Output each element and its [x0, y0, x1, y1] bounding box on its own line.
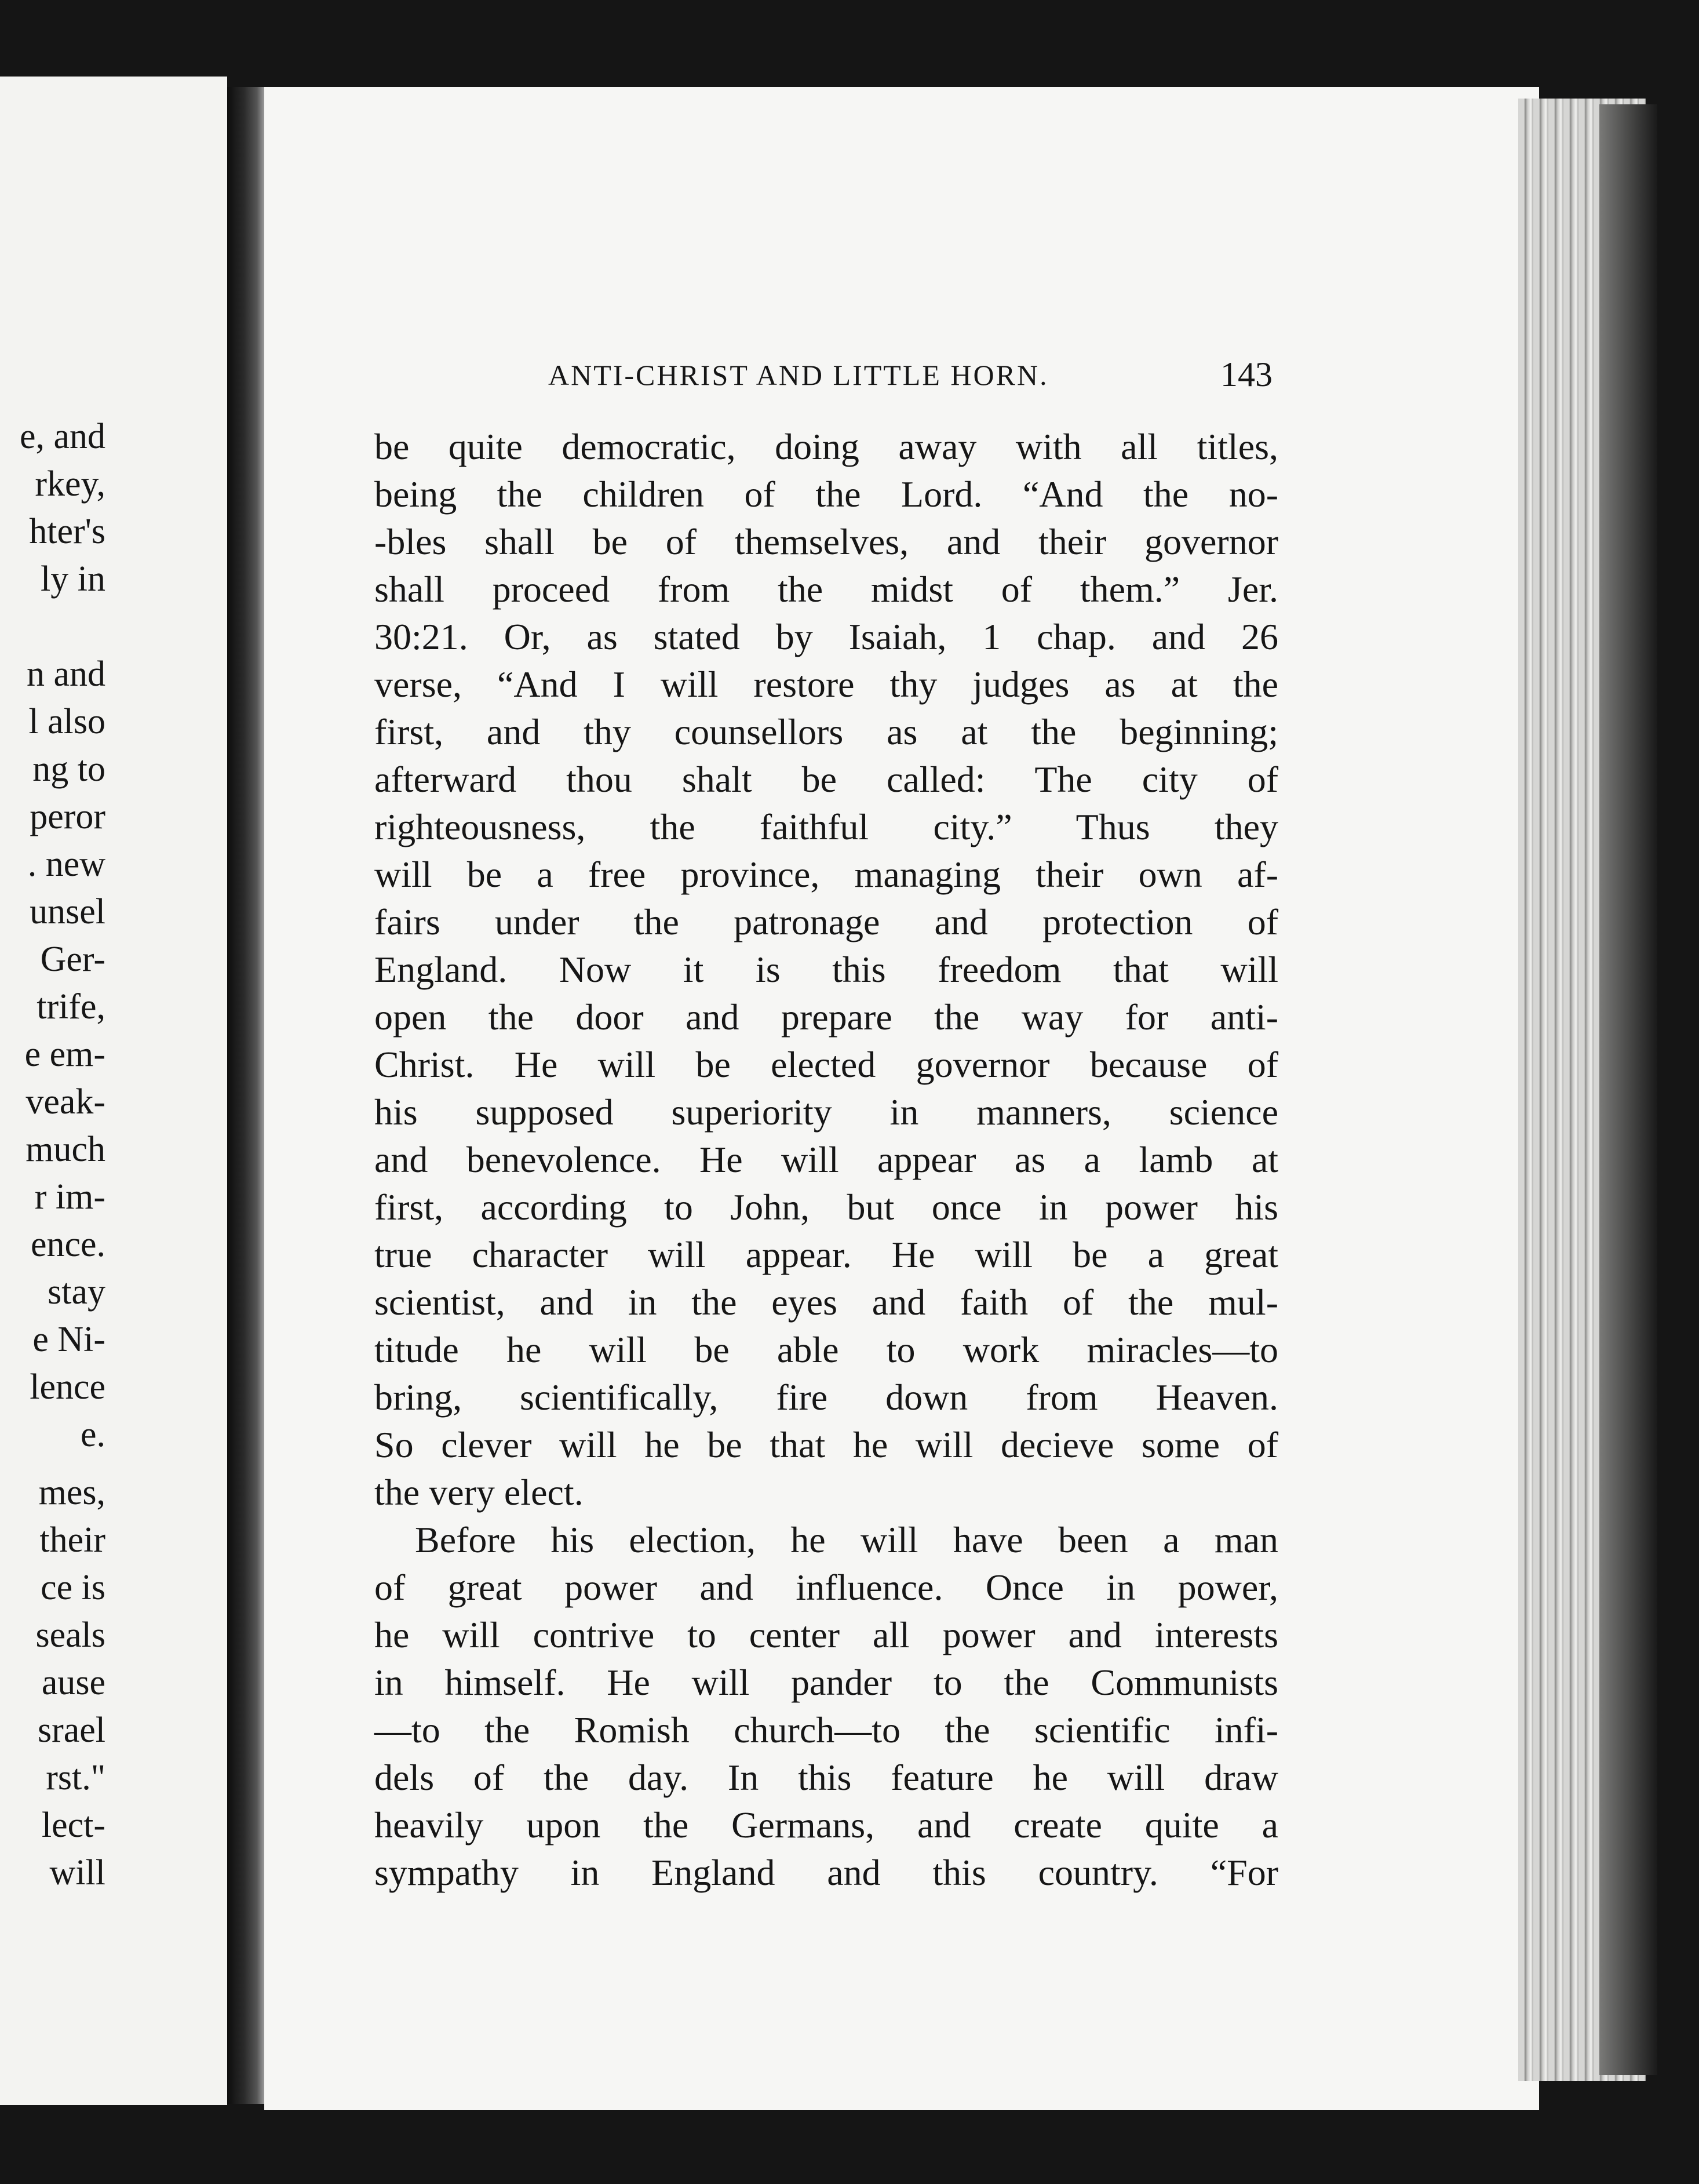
left-page-line: ng to — [32, 749, 105, 789]
left-page-line: e em- — [24, 1035, 105, 1074]
text-line: heavily upon the Germans, and create quite a — [374, 1804, 1278, 1846]
text-line: first, and thy counsellors as at the beginning; — [374, 711, 1278, 752]
left-page-line: . new — [27, 845, 105, 884]
left-page-line: lence — [30, 1367, 105, 1407]
text-line: titude he will be able to work miracles—to — [374, 1329, 1278, 1370]
text-line: being the children of the Lord. “And the no- — [374, 474, 1278, 515]
text-line: England. Now it is this freedom that will — [374, 949, 1278, 990]
text-line: scientist, and in the eyes and faith of the mul- — [374, 1282, 1278, 1323]
text-line: shall proceed from the midst of them.” Jer. — [374, 569, 1278, 610]
left-page-line: stay — [48, 1272, 105, 1312]
text-line: 30:21. Or, as stated by Isaiah, 1 chap. and 26 — [374, 616, 1278, 657]
left-page-line: peror — [30, 797, 105, 836]
left-page-line: rkey, — [35, 464, 105, 504]
left-page-line: e Ni- — [32, 1320, 105, 1359]
left-page-line: will — [49, 1853, 105, 1892]
left-page-line: much — [25, 1130, 105, 1169]
left-page-line: veak- — [25, 1082, 105, 1122]
left-page-line: l also — [28, 702, 105, 741]
text-line: —to the Romish church—to the scientific infi- — [374, 1709, 1278, 1750]
text-line: dels of the day. In this feature he will draw — [374, 1757, 1278, 1798]
page-number: 143 — [1220, 355, 1273, 394]
left-page-line: their — [39, 1520, 105, 1560]
text-line: he will contrive to center all power and interests — [374, 1614, 1278, 1655]
left-page-line: r im- — [34, 1177, 105, 1217]
body-text — [374, 423, 1278, 1897]
left-page-line: rst." — [46, 1758, 105, 1797]
text-line: will be a free province, managing their own af- — [374, 854, 1278, 895]
left-page-line: Ger- — [40, 940, 105, 979]
text-line: Christ. He will be elected governor because of — [374, 1044, 1278, 1085]
text-line: -bles shall be of themselves, and their governor — [374, 521, 1278, 562]
left-page-line: n and — [26, 654, 105, 694]
left-page-fragment — [0, 77, 227, 2105]
text-line: be quite democratic, doing away with all titles, — [374, 426, 1278, 467]
left-page-line: unsel — [30, 892, 105, 931]
left-page-line: lect- — [41, 1806, 105, 1845]
text-line: righteousness, the faithful city.” Thus they — [374, 806, 1278, 847]
text-line: and benevolence. He will appear as a lamb at — [374, 1139, 1278, 1180]
left-page-line: ly in — [41, 559, 105, 599]
text-line: Before his election, he will have been a man — [415, 1519, 1278, 1560]
text-line: his supposed superiority in manners, science — [374, 1091, 1278, 1133]
left-page-line: e, and — [19, 417, 105, 456]
text-line: bring, scientifically, fire down from Heaven. — [374, 1377, 1278, 1418]
book-gutter — [227, 87, 264, 2104]
left-page-line: ause — [41, 1663, 105, 1702]
left-page-line: seals — [35, 1615, 105, 1655]
text-line: of great power and influence. Once in power, — [374, 1567, 1278, 1608]
text-line: So clever will he be that he will decieve some of — [374, 1424, 1278, 1465]
left-page-line: trife, — [37, 987, 105, 1027]
left-page-line: e. — [80, 1415, 105, 1454]
left-page-line: ce is — [41, 1568, 105, 1607]
text-line: sympathy in England and this country. “For — [374, 1852, 1278, 1893]
text-line: verse, “And I will restore thy judges as at the — [374, 664, 1278, 705]
text-line: the very elect. — [374, 1472, 584, 1513]
book-cover-edge — [1599, 104, 1657, 2075]
left-page-line: hter's — [29, 512, 105, 551]
right-page — [264, 87, 1539, 2110]
text-line: fairs under the patronage and protection of — [374, 901, 1278, 942]
text-line: open the door and prepare the way for anti- — [374, 996, 1278, 1038]
text-line: first, according to John, but once in power his — [374, 1186, 1278, 1228]
left-page-line: ence. — [30, 1225, 105, 1264]
left-page-line: mes, — [38, 1473, 105, 1512]
text-line: afterward thou shalt be called: The city of — [374, 759, 1278, 800]
text-line: true character will appear. He will be a great — [374, 1234, 1278, 1275]
text-line: in himself. He will pander to the Communists — [374, 1662, 1278, 1703]
running-head: ANTI-CHRIST AND LITTLE HORN. — [548, 359, 1049, 391]
left-page-line: srael — [37, 1710, 105, 1750]
